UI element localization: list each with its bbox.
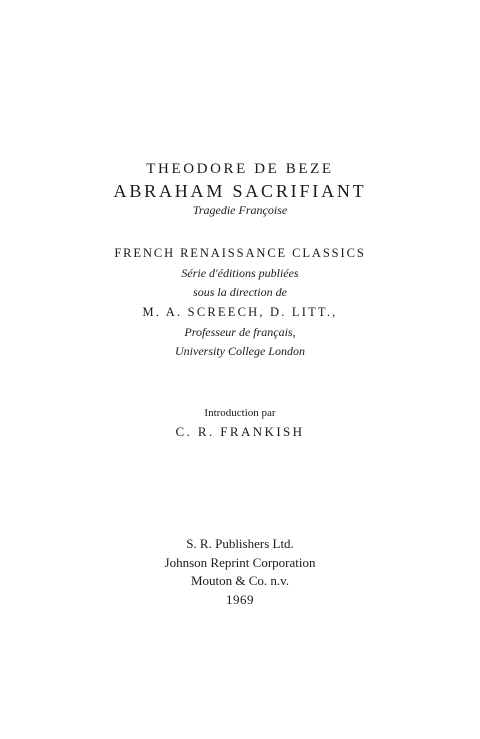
publisher-1: S. R. Publishers Ltd.	[186, 536, 294, 551]
series-editor: M. A. SCREECH, D. LITT.,	[142, 305, 338, 319]
publisher-3: Mouton & Co. n.v.	[190, 573, 290, 588]
publisher-2: Johnson Reprint Corporation	[164, 555, 316, 570]
editor-affiliation-line-2: University College London	[175, 344, 305, 358]
editor-affiliation-line-1: Professeur de français,	[184, 325, 296, 339]
book-title: ABRAHAM SACRIFIANT	[113, 181, 367, 201]
series-name: FRENCH RENAISSANCE CLASSICS	[114, 246, 366, 260]
series-description-line-1: Série d'éditions publiées	[181, 266, 299, 280]
series-description-line-2: sous la direction de	[193, 285, 287, 299]
introduction-label: Introduction par	[204, 407, 276, 419]
author-name: THEODORE DE BEZE	[146, 161, 334, 177]
book-subtitle: Tragedie Françoise	[192, 203, 288, 217]
introduction-author: C. R. FRANKISH	[175, 424, 305, 439]
publication-year: 1969	[226, 592, 254, 607]
